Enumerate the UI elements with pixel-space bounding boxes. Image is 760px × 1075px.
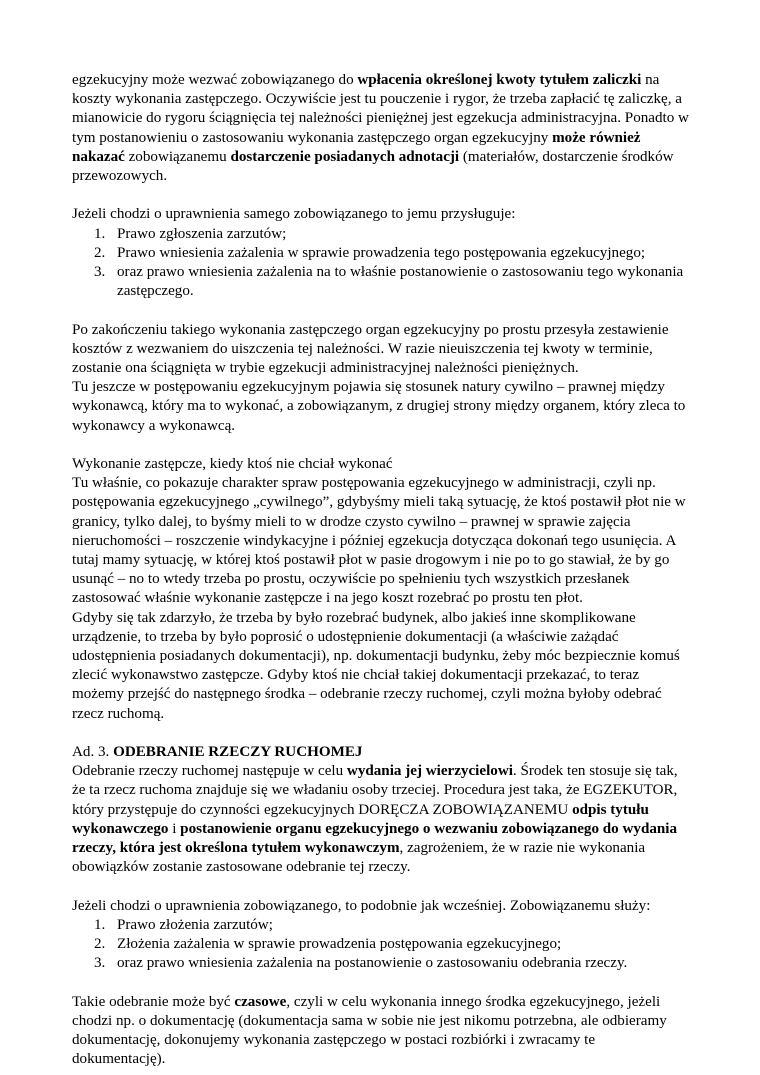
list-item: 1. Prawo zgłoszenia zarzutów; — [94, 225, 287, 242]
spacer — [72, 724, 690, 743]
paragraph-fence-example: Tu właśnie, co pokazuje charakter spraw postępowania egzekucyjnego w administracji, czyli np. postępowania egzekucyjnego „cywilnego”, gdybyśmy mieli taką sytuację, że ktoś postawił płot nie w granicy, tylko dalej, to byśmy mieli to w drodze czysto cywilno – prawnej w sprawie zajęcia nieruchomości – roszczenie windykacyjne i później egzekucja dotycząca dokonań tego usunięcia. A tutaj mamy sytuację, w której ktoś postawił płot w pasie drogowym i nie po to go stawiał, że by go usunąć – no to wtedy trzeba po prostu, oczywiście po spełnieniu tych wszystkich przesłanek zastosować właśnie wykonanie zastępcze i na jego koszt rozebrać po prostu ten płot. — [72, 475, 686, 607]
list-item: 2. Złożenia zażalenia w sprawie prowadzenia postępowania egzekucyjnego; — [94, 936, 562, 953]
spacer — [72, 973, 690, 992]
spacer — [72, 436, 690, 455]
list-item: 3. oraz prawo wniesienia zażalenia na to właśnie postanowienie o zastosowaniu tego wykonania zastępczego. — [94, 264, 684, 300]
paragraph-civil-relation: Tu jeszcze w postępowaniu egzekucyjnym pojawia się stosunek natury cywilno – prawnej między wykonawcą, który ma to wykonać, a zobowiązanym, z drugiej strony między organem, który zleca to wykonawcy a wykonawcą. — [72, 379, 686, 434]
list-item: 2. Prawo wniesienia zażalenia w sprawie prowadzenia tego postępowania egzekucyjnego; — [94, 244, 646, 261]
spacer — [72, 301, 690, 320]
paragraph-building-example: Gdyby się tak zdarzyło, że trzeba by było rozebrać budynek, albo jakieś inne skomplikowane urządzenie, to trzeba by było poprosić o udostępnienie dokumentacji (a właściwie zażądać udostępnienia posiadanych dokumentacji), np. dokumentacji budynku, żeby móc bezpiecznie komuś zlecić wykonawstwo zastępcze. Gdyby ktoś nie chciał takiej dokumentacji przekazać, to teraz możemy przejść do następnego środka – odebranie rzeczy ruchomej, czyli można byłoby odebrać rzecz ruchomą. — [72, 609, 680, 722]
list-obligor-rights — [72, 225, 690, 302]
spacer — [72, 186, 690, 205]
list-obligor-rights-2 — [72, 916, 690, 974]
section-heading-movable-property: Ad. 3. ODEBRANIE RZECZY RUCHOMEJ — [72, 744, 363, 761]
list-item: 1. Prawo złożenia zarzutów; — [94, 916, 273, 933]
spacer — [72, 877, 690, 896]
paragraph-temporary-seizure: Takie odebranie może być czasowe, czyli w celu wykonania innego środka egzekucyjnego, jeżeli chodzi np. o dokumentację (dokumentacja sama w sobie nie jest nikomu potrzebna, ale odbieramy dokumentację, dokonujemy wykonania zastępczego w postaci rozbiórki i zwracamy te dokumentację). — [72, 993, 667, 1068]
paragraph-obligor-rights-intro-2: Jeżeli chodzi o uprawnienia zobowiązanego, to podobnie jak wcześniej. Zobowiązanemu służy: — [72, 897, 651, 914]
paragraph-movable-property: Odebranie rzeczy ruchomej następuje w celu wydania jej wierzycielowi. Środek ten stosuje się tak, że ta rzecz ruchoma znajduje się we władaniu osoby trzeciej. Procedura jest taka, że EGZEKUTOR, który przystępuje do czynności egzekucyjnych DORĘCZA ZOBOWIĄZANEMU odpis tytułu wykonawczego i postanowienie organu egzekucyjnego o wezwaniu zobowiązanego do wydania rzeczy, która jest określona tytułem wykonawczym, zagrożeniem, że w razie nie wykonania obowiązków zostanie zastosowane odebranie tej rzeczy. — [72, 763, 678, 876]
paragraph-advance-payment: egzekucyjny może wezwać zobowiązanego do wpłacenia określonej kwoty tytułem zaliczki na koszty wykonania zastępczego. Oczywiście jest tu pouczenie i rygor, że trzeba zapłacić tę zaliczkę, a mianowicie do rygoru ściągnięcia tej należności pieniężnej jest egzekucja administracyjna. Ponadto w tym postanowieniu o zastosowaniu wykonania zastępczego organ egzekucyjny może również nakazać zobowiązanemu dostarczenie posiadanych adnotacji (materiałów, dostarczenie środków przewozowych. — [72, 72, 689, 185]
section-heading-substitute-performance: Wykonanie zastępcze, kiedy ktoś nie chciał wykonać — [72, 456, 393, 473]
list-item: 3. oraz prawo wniesienia zażalenia na postanowienie o zastosowaniu odebrania rzeczy. — [94, 955, 628, 972]
paragraph-cost-statement: Po zakończeniu takiego wykonania zastępczego organ egzekucyjny po prostu przesyła zestawienie kosztów z wezwaniem do uiszczenia tej należności. W razie nieuiszczenia tej kwoty w terminie, zostanie ona ściągnięta w trybie egzekucji administracyjnej należności pieniężnych. — [72, 321, 669, 377]
paragraph-obligor-rights-intro: Jeżeli chodzi o uprawnienia samego zobowiązanego to jemu przysługuje: — [72, 206, 516, 223]
